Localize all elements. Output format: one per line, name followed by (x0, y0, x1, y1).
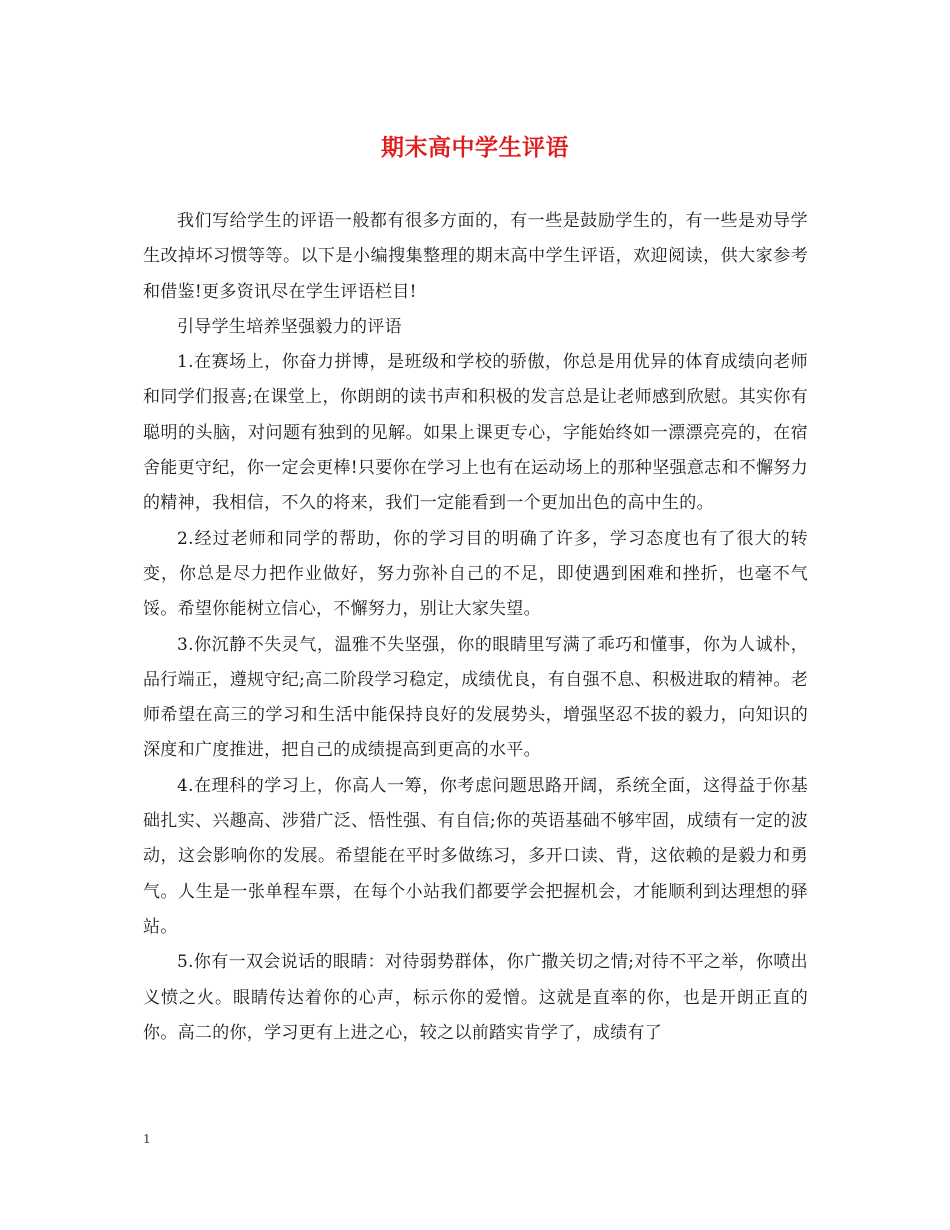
comment-paragraph-5: 5.你有一双会说话的眼睛：对待弱势群体，你广撒关切之情;对待不平之举，你喷出义愤之火。眼睛传达着你的心声，标示你的爱憎。这就是直率的你，也是开朗正直的你。高二的你，学习更有上进之心，较之以前踏实肯学了，成绩有了 (143, 952, 808, 1043)
comment-paragraph-3: 3.你沉静不失灵气，温雅不失坚强，你的眼睛里写满了乖巧和懂事，你为人诚朴，品行端正，遵规守纪;高二阶段学习稳定，成绩优良，有自强不息、积极进取的精神。老师希望在高三的学习和生活中能保持良好的发展势头，增强坚忍不拔的毅力，向知识的深度和广度推进，把自己的成绩提高到更高的水平。 (143, 634, 808, 761)
comment-paragraph-4: 4.在理科的学习上，你高人一筹，你考虑问题思路开阔，系统全面，这得益于你基础扎实、兴趣高、涉猎广泛、悟性强、有自信;你的英语基础不够牢固，成绩有一定的波动，这会影响你的发展。希望能在平时多做练习，多开口读、背，这依赖的是毅力和勇气。人生是一张单程车票，在每个小站我们都要学会把握机会，才能顺利到达理想的驿站。 (143, 775, 808, 937)
page-number: 1 (143, 1132, 151, 1146)
document-body (143, 204, 808, 1051)
document-title: 期末高中学生评语 (381, 134, 569, 161)
section-heading: 引导学生培养坚强毅力的评语 (177, 316, 402, 337)
comment-paragraph-1: 1.在赛场上，你奋力拼博，是班级和学校的骄傲，你总是用优异的体育成绩向老师和同学们报喜;在课堂上，你朗朗的读书声和积极的发言总是让老师感到欣慰。其实你有聪明的头脑，对问题有独到的见解。如果上课更专心，字能始终如一漂漂亮亮的，在宿舍能更守纪，你一定会更棒!只要你在学习上也有在运动场上的那种坚强意志和不懈努力的精神，我相信，不久的将来，我们一定能看到一个更加出色的高中生的。 (143, 352, 808, 514)
intro-paragraph: 我们写给学生的评语一般都有很多方面的，有一些是鼓励学生的，有一些是劝导学生改掉坏习惯等等。以下是小编搜集整理的期末高中学生评语，欢迎阅读，供大家参考和借鉴!更多资讯尽在学生评语栏目! (143, 211, 808, 302)
comment-paragraph-2: 2.经过老师和同学的帮助，你的学习目的明确了许多，学习态度也有了很大的转变，你总是尽力把作业做好，努力弥补自己的不足，即使遇到困难和挫折，也毫不气馁。希望你能树立信心，不懈努力，别让大家失望。 (143, 528, 808, 620)
